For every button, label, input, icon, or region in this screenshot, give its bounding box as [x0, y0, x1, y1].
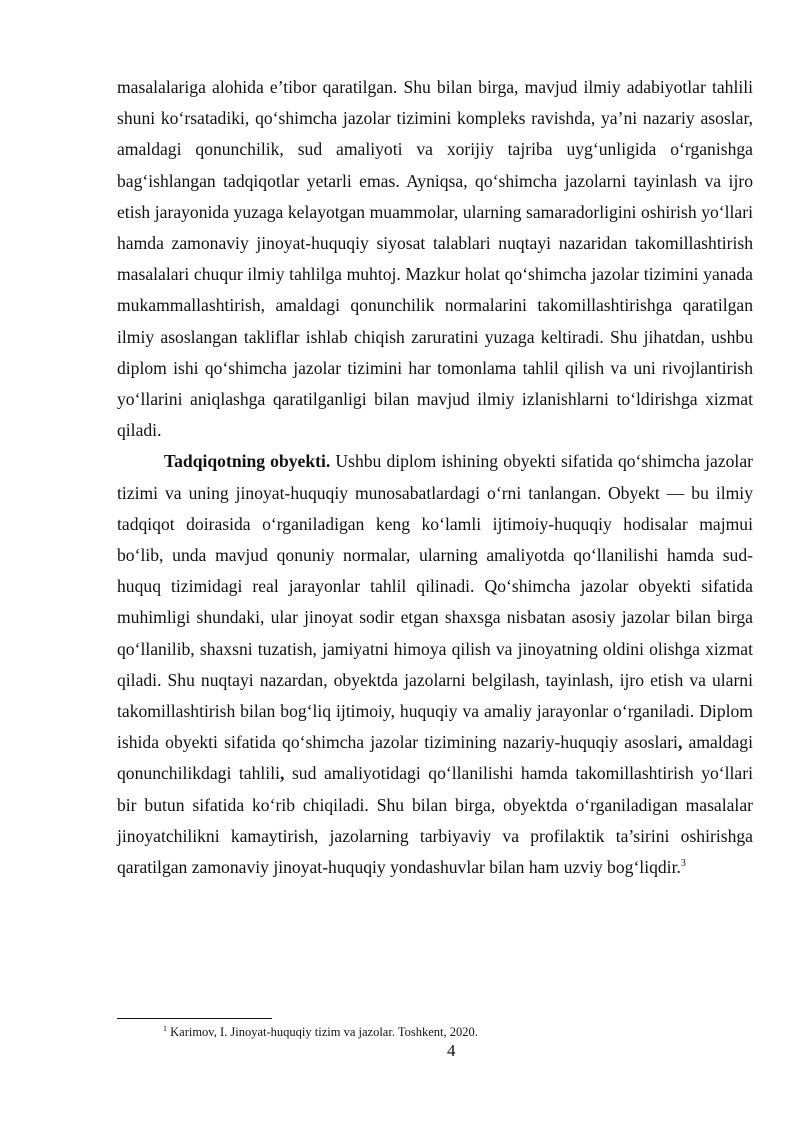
page-number: 4: [447, 1041, 456, 1060]
section-heading: Tadqiqotning obyekti.: [164, 451, 331, 472]
footnote-text: Karimov, I. Jinoyat-huquqiy tizim va jazolar. Toshkent, 2020.: [167, 1025, 478, 1039]
footnote-marker: 1: [163, 1023, 167, 1033]
paragraph-research-object: [117, 446, 753, 883]
footnote: [163, 1024, 478, 1040]
paragraph-text-a: Ushbu diplom ishining obyekti sifatida qo‘shimcha jazolar tizimi va uning jinoyat-huquqiy munosabatlardagi o‘rni tanlangan. Obyekt — bu ilmiy tadqiqot doirasida o‘rganiladigan keng ko‘lamli ijtimoiy-huquqiy hodisalar majmui bo‘lib, unda mavjud qonuniy normalar, ularning amaliyotda qo‘llanilishi hamda sud-huquq tizimidagi real jarayonlar tahlil qilinadi. Qo‘shimcha jazolar obyekti sifatida muhimligi shundaki, ular jinoyat sodir etgan shaxsga nisbatan asosiy jazolar bilan birga qo‘llanilib, shaxsni tuzatish, jamiyatni himoya qilish va jinoyatning oldini olishga xizmat qiladi. Shu nuqtayi nazardan, obyektda jazolarni belgilash, tayinlash, ijro etish va ularni takomillashtirish bilan bog‘liq ijtimoiy, huquqiy va amaliy jarayonlar o‘rganiladi. Diplom ishida obyekti sifatida qo‘shimcha jazolar tizimining nazariy-huquqiy asoslari: [117, 451, 753, 753]
paragraph-text-c: sud amaliyotidagi qo‘llanilishi hamda takomillashtirish yo‘llari bir butun sifatida ko‘rib chiqiladi. Shu bilan birga, obyektda o‘rganiladigan masalalar jinoyatchilikni kamaytirish, jazolarning tarbiyaviy va profilaktik ta’sirini oshirishga qaratilgan zamonaviy jinoyat-huquqiy yondashuvlar bilan ham uzviy bog‘liqdir.: [117, 763, 753, 878]
body-text: [117, 72, 753, 883]
paragraph-text-b: amaldagi qonunchilikdagi tahlili: [117, 732, 753, 784]
bold-comma: ,: [279, 763, 285, 784]
footnote-separator: [117, 1018, 272, 1019]
bold-comma: ,: [677, 732, 683, 753]
footnote-reference: 3: [680, 858, 686, 870]
paragraph-intro: masalalariga alohida e’tibor qaratilgan. Shu bilan birga, mavjud ilmiy adabiyotlar tahlili shuni ko‘rsatadiki, qo‘shimcha jazolar tizimini kompleks ravishda, ya’ni nazariy asoslar, amaldagi qonunchilik, sud amaliyoti va xorijiy tajriba uyg‘unligida o‘rganishga bag‘ishlangan tadqiqotlar yetarli emas. Ayniqsa, qo‘shimcha jazolarni tayinlash va ijro etish jarayonida yuzaga kelayotgan muammolar, ularning samaradorligini oshirish yo‘llari hamda zamonaviy jinoyat-huquqiy siyosat talablari nuqtayi nazaridan takomillashtirish masalalari chuqur ilmiy tahlilga muhtoj. Mazkur holat qo‘shimcha jazolar tizimini yanada mukammallashtirish, amaldagi qonunchilik normalarini takomillashtirishga qaratilgan ilmiy asoslangan takliflar ishlab chiqish zaruratini yuzaga keltiradi. Shu jihatdan, ushbu diplom ishi qo‘shimcha jazolar tizimini har tomonlama tahlil qilish va uni rivojlantirish yo‘llarini aniqlashga qaratilganligi bilan mavjud ilmiy izlanishlarni to‘ldirishga xizmat qiladi.: [117, 77, 753, 441]
